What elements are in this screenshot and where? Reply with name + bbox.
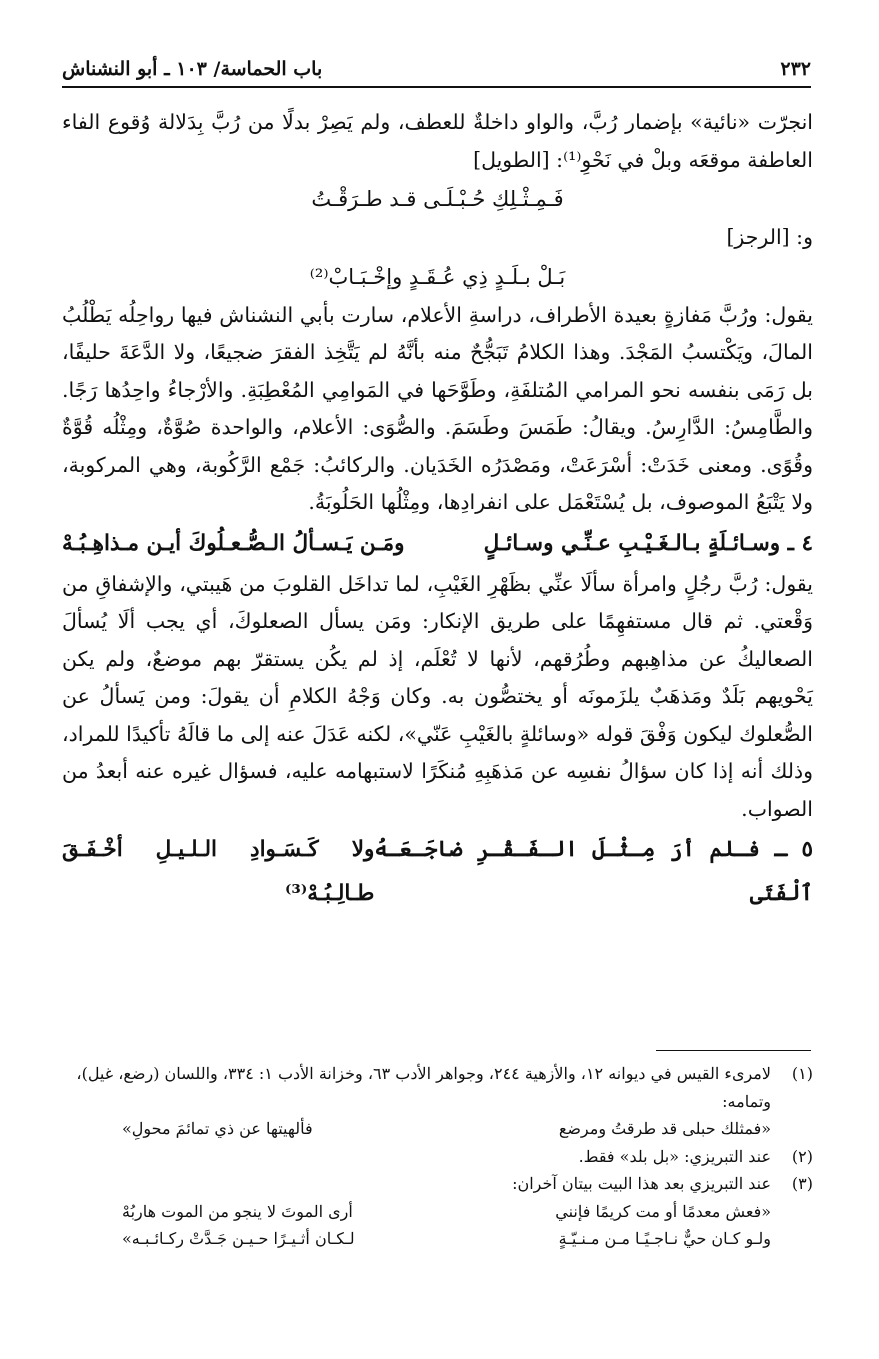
hemistich-second: أرى الموتَ لا ينجو من الموت هاربُهْ xyxy=(122,1201,353,1221)
verse-quote-2: بَـلْ بـلَـدٍ ذِي عُـقَـدٍ وإخْـبَـابْ⁽²⁾ xyxy=(309,264,566,289)
hemistich-second: لـكـان أثـيـرًا حـيـن جَـدَّتْ ركـائـبـه» xyxy=(122,1229,355,1248)
paragraph-2: يقول: ورُبَّ مَفازةٍ بعيدة الأطراف، دراسةِ الأعلام، سارت بأبي النشناش فيها رواحِلُه يَطْلُبُ المالَ، ويَكْتسبُ المَجْدَ. وهذا الكلامُ تَبَجُّحٌ منه بأنَّهُ لم يَتَّخِذ الفقرَ ضجيعًا، ولا الدَّعَةَ حليفًا، بل رَمَى بنفسه نحو المرامي المُتلفَةِ، وطَوَّحَها في المَوامِي المُعْطِبَةِ. والأرْجاءُ واحِدُها رَجًا. والطَّامِسُ: الدَّارِسُ. ويقالُ: طَمَسَ وطَسَمَ. والصُّوَى: الأعلام، والواحدة صُوَّةٌ، ومِثْلُه قُوَّةٌ وقُوًى. ومعنى خَدَتْ: أسْرَعَتْ، ومَصْدَرُه الخَدَيان. والركائبُ: جَمْع الرَّكُوبة، وهي المركوبة، ولا يَتْبَعُ الموصوف، بل يُسْتَعْمَل على انفرادِها، ومِثْلُها الحَلُوبَةُ. xyxy=(62,302,813,514)
footnote-separator xyxy=(656,1050,811,1051)
hemistich-second: فألهيتها عن ذي تمائمَ محولِ» xyxy=(122,1119,313,1138)
meter-label-rajaz: و: [الرجز] xyxy=(726,225,813,249)
hemistich-first: ولـو كـان حيٌّ نـاجـيًـا مـن مـنـيّـةٍ xyxy=(558,1229,771,1248)
footnote-2 xyxy=(62,1143,813,1171)
hemistich-first: «فعش معدمًا أو مت كريمًا فإنني xyxy=(555,1201,771,1221)
footnote-verse xyxy=(62,1198,813,1226)
main-text xyxy=(62,104,813,916)
footnote-verse xyxy=(62,1225,813,1253)
paragraph-1: انجرّت «نائية» بإضمار رُبَّ، والواو داخلةٌ للعطف، ولم يَصِرْ بدلًا من رُبَّ بِدَلالة وُقوع الفاء العاطفة موقعَه وبلْ في نَحْوِ⁽¹⁾: [الطويل] xyxy=(62,110,813,172)
footnote-verse xyxy=(62,1115,813,1143)
running-title: باب الحماسة/ ١٠٣ ـ أبو النشناش xyxy=(62,58,323,80)
page-number: ٢٣٢ xyxy=(780,58,811,80)
poem-line-4 xyxy=(62,522,813,566)
hemistich-second: ولا كَـسَـوادِ الـلـيـلِ أخْـفَـقَ طـالِـبُـهْ⁽³⁾ xyxy=(62,837,375,906)
poem-line-5 xyxy=(62,828,813,916)
footnote-text: لامرىء القيس في ديوانه ١٢، والأزهية ٢٤٤، وجواهر الأدب ٦٣، وخزانة الأدب ١: ٣٣٤، واللسان (رضع، غيل)، وتمامه: xyxy=(76,1064,771,1111)
hemistich-second: ومَـن يَـسـألُ الـصُّـعـلُوكَ أيـن مـذاهِـبُـهْ xyxy=(62,530,405,556)
page-header xyxy=(62,52,811,88)
footnote-text: عند التبريزي: «بل بلد» فقط. xyxy=(578,1146,771,1166)
footnote-3 xyxy=(62,1170,813,1198)
footnote-text: عند التبريزي بعد هذا البيت بيتان آخران: xyxy=(512,1174,771,1193)
footnote-number: (٢) xyxy=(791,1146,813,1166)
hemistich-first: «فمثلك حبلى قد طرقتُ ومرضع xyxy=(558,1119,771,1138)
footnote-number: (١) xyxy=(791,1064,813,1083)
footnote-1 xyxy=(62,1060,813,1115)
paragraph-3: يقول: رُبَّ رجُلٍ وامرأة سألَا عنِّي بظَهْرِ الغَيْبِ، لما تداخَل القلوبَ من هَيبتي، والإشفاقِ من وَقْعتي. ثم قال مستفهِمًا على طريق الإنكار: ومَن يسأل الصعلوكَ، أي يجب ألَا يُسألَ الصعاليكُ عن مذاهِبهم وطُرُقهم، لأنها لا تُعْلَم، إذ لم يكُن يستقرّ بهم موضعٌ، ولم يكن يَحْويهم بَلَدٌ ومَذهَبٌ يلزَمونَه أو يختصُّون به. وكان وَجْهُ الكلامِ أن يقولَ: ومن يَسألُ عن الصُّعلوك ليكون وَفْقَ قوله «وسائلةٍ بالغَيْبِ عَنّي»، لكنه عَدَلَ عنه إلى ما قالَهُ تأكيدًا للمراد، وذلك أنه إذا كان سؤالُ نفسِه عن مَذهَبِهِ مُنكَرًا لاستبهامه عليه، فسؤال غيره عنه أبعدُ من الصواب. xyxy=(62,571,813,821)
footnote-number: (٣) xyxy=(791,1174,813,1193)
hemistich-first: ٥ ـ فـلم أرَ مِـثْـلَ الـفَـقْـرِ ضاجَـعَـهُ ٱلْفَتَى xyxy=(374,837,813,906)
verse-quote-1: فَـمِـثْـلِكِ حُـبْـلَـى قـد طـرَقْـتُ xyxy=(311,187,564,211)
footnotes xyxy=(62,1060,813,1253)
hemistich-first: ٤ ـ وسـائـلَةٍ بـالـغَـيْـبِ عـنِّـي وسـائـلٍ xyxy=(483,530,813,556)
